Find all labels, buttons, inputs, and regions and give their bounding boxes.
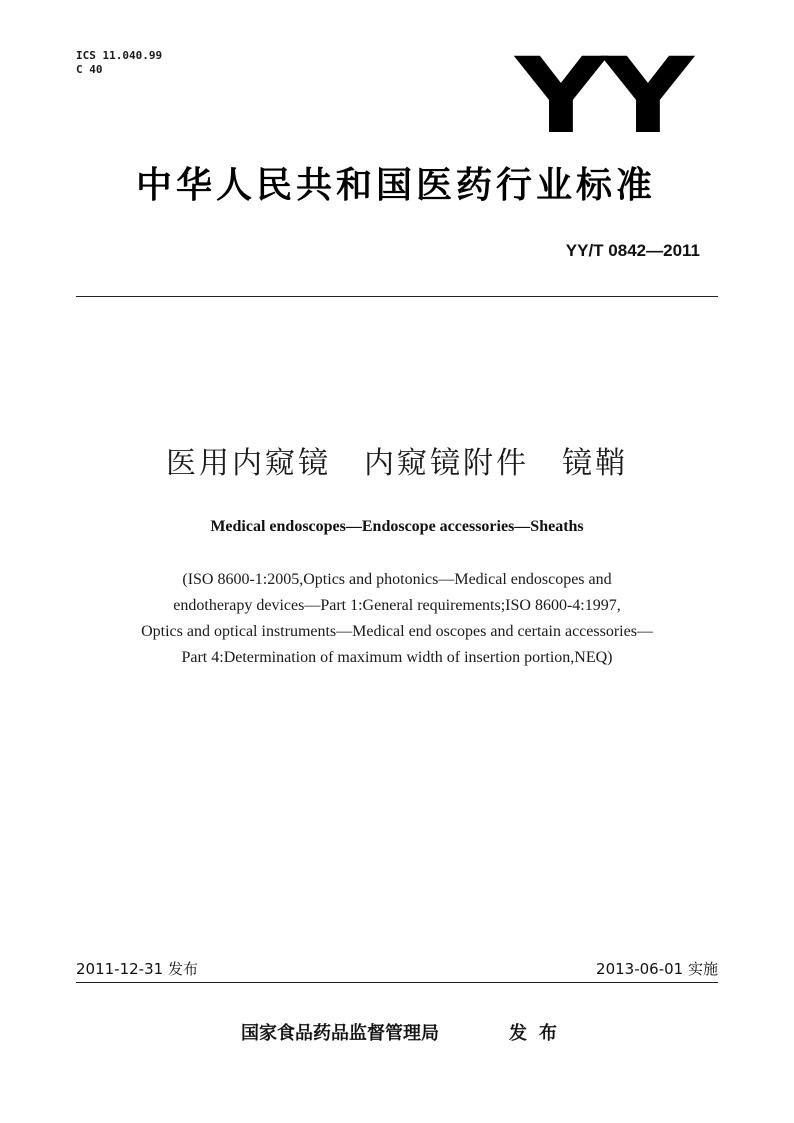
reference-line: (ISO 8600-1:2005,Optics and photonics—Medical endoscopes and <box>182 571 612 588</box>
implementation-date: 2013-06-01 实施 <box>596 960 718 978</box>
issue-date: 2011-12-31 发布 <box>76 960 198 978</box>
yy-logo: YY <box>515 35 690 157</box>
issued-label: 发布 <box>509 1023 569 1044</box>
reference-line: Optics and optical instruments—Medical end oscopes and certain accessories— <box>141 623 653 640</box>
ics-code: ICS 11.040.99 <box>76 49 163 62</box>
ccs-code: C 40 <box>76 63 103 76</box>
footer-divider <box>76 982 718 983</box>
reference-line: endotherapy devices—Part 1:General requirements;ISO 8600-4:1997, <box>173 597 621 614</box>
header-divider <box>76 296 718 297</box>
standard-number: YY/T 0842—2011 <box>565 241 700 260</box>
issuing-authority: 国家食品药品监督管理局 <box>241 1023 439 1044</box>
industry-standard-title: 中华人民共和国医药行业标准 <box>135 165 656 206</box>
classification-codes <box>76 49 162 77</box>
reference-line: Part 4:Determination of maximum width of insertion portion,NEQ) <box>181 649 613 666</box>
chinese-title: 医用内窥镜 内窥镜附件 镜鞘 <box>166 446 628 481</box>
english-title: Medical endoscopes—Endoscope accessories—Sheaths <box>210 518 584 535</box>
